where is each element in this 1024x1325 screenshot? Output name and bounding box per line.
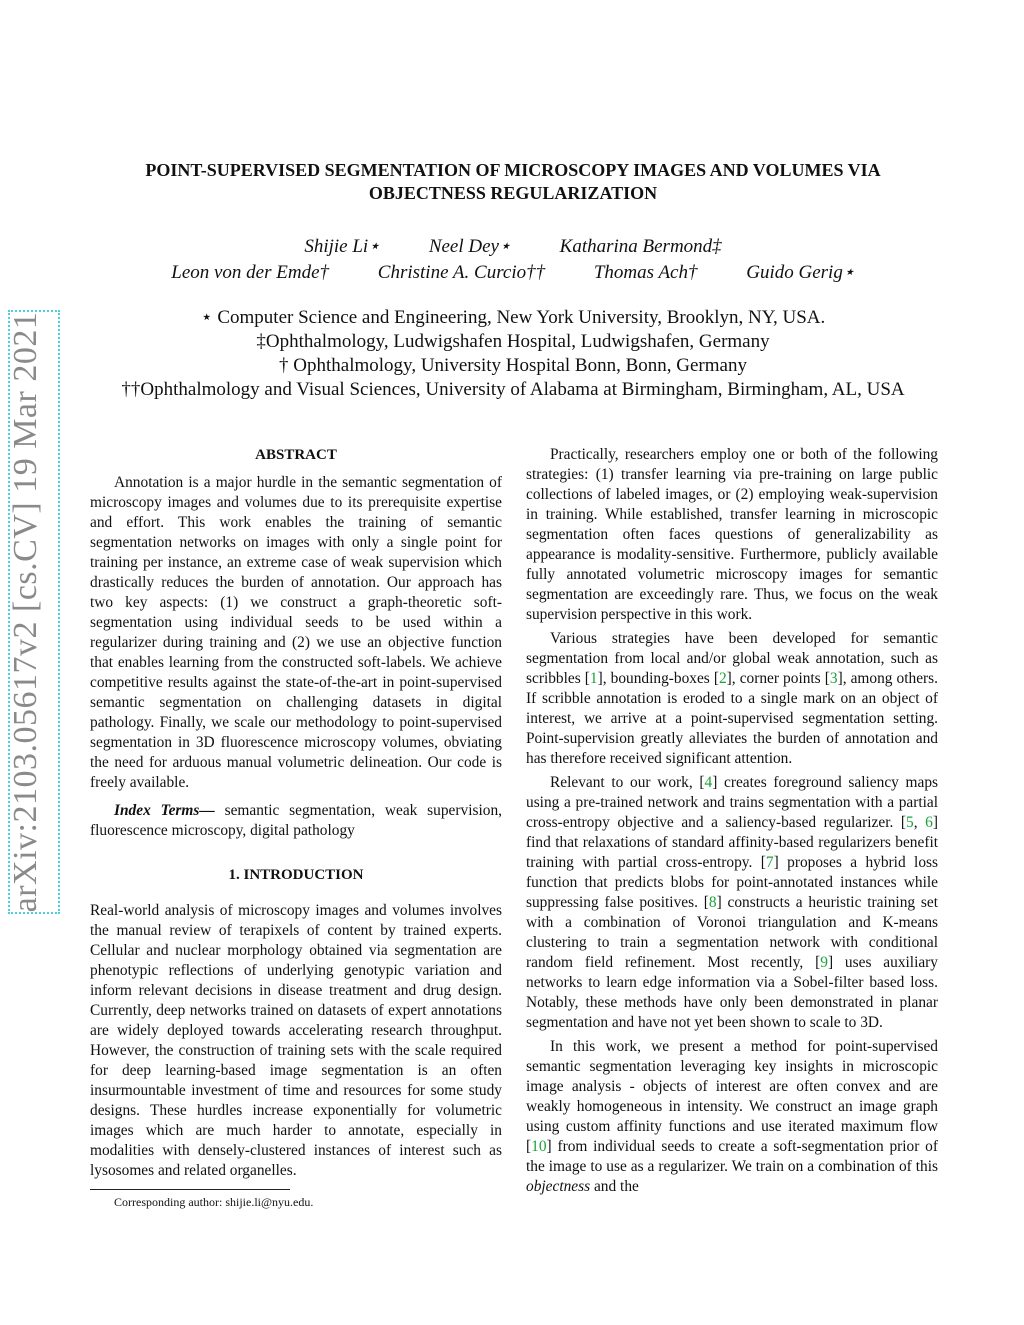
author: Leon von der Emde† [171,262,330,283]
affiliation: ⋆ Computer Science and Engineering, New York University, Brooklyn, NY, USA. [200,307,826,328]
index-terms-text: semantic segmentation, weak supervision, fluorescence microscopy, digital pathology [90,802,502,839]
authors-line-2 [90,260,936,286]
text-run: , [913,814,926,831]
author: Shijie Li⋆ [304,236,381,257]
text-run: ] from individual seeds to create a soft-segmentation prior of the image to use as a regularizer. We train on a combination of this [526,1138,938,1175]
author: Neel Dey⋆ [428,236,511,257]
paragraph [526,1037,938,1197]
citation-link[interactable]: 3 [829,670,838,687]
citation-link[interactable]: 10 [531,1138,547,1155]
author: Guido Gerig⋆ [746,262,855,283]
authors-line-1 [90,234,936,260]
affiliation: † Ophthalmology, University Hospital Bonn, Bonn, Germany [279,355,747,376]
citation-link[interactable]: 5 [906,814,914,831]
right-column [526,445,938,1201]
citation-link[interactable]: 8 [708,894,717,911]
author: Thomas Ach† [593,262,698,283]
affiliation: ‡Ophthalmology, Ludwigshafen Hospital, Ludwigshafen, Germany [256,331,770,352]
abstract-heading: ABSTRACT [255,447,337,463]
text-run: ], bounding-boxes [ [597,670,719,687]
text-run: ] uses auxiliary networks to learn edge information via a Sobel-filter based loss. Notably, these methods have only been demonstrated in planar segmentation and have not yet been shown to scale to 3D. [526,954,939,1031]
footnote-rule [90,1189,290,1190]
text-run: In this work, we present a method for point-supervised semantic segmentation leveraging key insights in microscopic image analysis - objects of interest are often convex and are weakly homogeneous in intensity. We construct an image graph using custom affinity functions and use iterated maximum flow [ [526,1038,938,1155]
text-run: ] constructs a heuristic training set with a combination of Voronoi triangulation and K-means clustering to train a segmentation network with conditional random field refinement. Most recently, [ [526,894,938,971]
paragraph [526,773,938,1033]
text-run: ] creates foreground saliency maps using a pre-trained network and trains segmentation with a partial cross-entropy objective and a saliency-based regularizer. [ [526,774,938,831]
left-column [90,445,502,1185]
text-run: ] find that relaxations of standard affinity-based regularizers benefit training with partial cross-entropy. [ [526,814,938,871]
citation-link[interactable]: 1 [589,670,598,687]
paragraph: Practically, researchers employ one or both of the following strategies: (1) transfer learning via pre-training on large public collections of labeled images, or (2) employing weak-supervision in training. While established, transfer learning in microscopic segmentation often faces questions of generalizability as appearance is modality-sensitive. Furthermore, publicly available fully annotated volumetric microscopy images for semantic segmentation are exceedingly rare. Thus, we focus on the weak supervision perspective in this work. [526,446,938,623]
citation-link[interactable]: 9 [820,954,828,971]
index-terms-label: Index Terms— [114,802,215,819]
intro-paragraph: Real-world analysis of microscopy images and volumes involves the manual review of terapixels of content by trained experts. Cellular and nuclear morphology obtained via segmentation are phenotypic reflections of underlying genotypic variation and inform relevant decisions in disease treatment and drug design. Currently, deep networks trained on datasets of expert annotations are widely deployed towards accelerating research throughput. However, the construction of training sets with the scale required for deep learning-based image segmentation is an often insurmountable investment of time and resources for some study designs. These hurdles increase exponentially for volumetric images which are much harder to annotate, especially in modalities with densely-clustered instances of interest such as lysosomes and related organelles. [90,902,502,1179]
text-run: ], corner points [ [726,670,830,687]
abstract-text: Annotation is a major hurdle in the semantic segmentation of microscopy images and volumes due to its prerequisite expertise and effort. This work enables the training of semantic segmentation networks on images with only a single point for training per instance, an extreme case of weak supervision which drastically reduces the burden of annotation. Our approach has two key aspects: (1) we construct a graph-theoretic soft-segmentation using individual seeds to be used within a regularizer during training and (2) we use an objective function that enables learning from the constructed soft-labels. We achieve competitive results against the state-of-the-art in point-supervised semantic segmentation on challenging datasets in digital pathology. Finally, we scale our methodology to point-supervised segmentation in 3D fluorescence microscopy volumes, obviating the need for arduous manual volumetric delineation. Our code is freely available. [90,474,502,791]
text-run: Relevant to our work, [ [550,774,705,791]
text-run: ] proposes a hybrid loss function that predicts blobs for point-annotated instances while suppressing false positives. [ [526,854,938,911]
citation-link[interactable]: 2 [718,670,727,687]
paper-title: POINT-SUPERVISED SEGMENTATION OF MICROSCOPY IMAGES AND VOLUMES VIA OBJECTNESS REGULARIZATION [145,160,881,203]
authors [90,234,936,286]
citation-link[interactable]: 4 [704,774,713,791]
footnote: Corresponding author: shijie.li@nyu.edu. [114,1195,314,1209]
affiliation: ††Ophthalmology and Visual Sciences, University of Alabama at Birmingham, Birmingham, AL, USA [121,379,905,400]
index-terms [90,801,502,841]
emphasis: objectness [526,1178,591,1195]
text-run: ], among others. If scribble annotation is eroded to a single mark on an object of interest, we arrive at a point-supervised segmentation setting. Point-supervision greatly alleviates the burden of annotation and has therefore received significant attention. [526,670,938,767]
text-run: Various strategies have been developed for semantic segmentation from local and/or global weak annotation, such as scribbles [ [526,630,938,687]
citation-link[interactable]: 7 [765,854,774,871]
author: Christine A. Curcio†† [377,262,546,283]
text-run: and the [590,1178,639,1195]
intro-heading: 1. INTRODUCTION [228,867,364,883]
author: Katharina Bermond‡ [559,236,722,257]
citation-link[interactable]: 6 [925,814,933,831]
arxiv-stamp: arXiv:2103.05617v2 [cs.CV] 19 Mar 2021 [7,311,44,913]
paragraph [526,629,938,769]
affiliations [90,306,936,402]
